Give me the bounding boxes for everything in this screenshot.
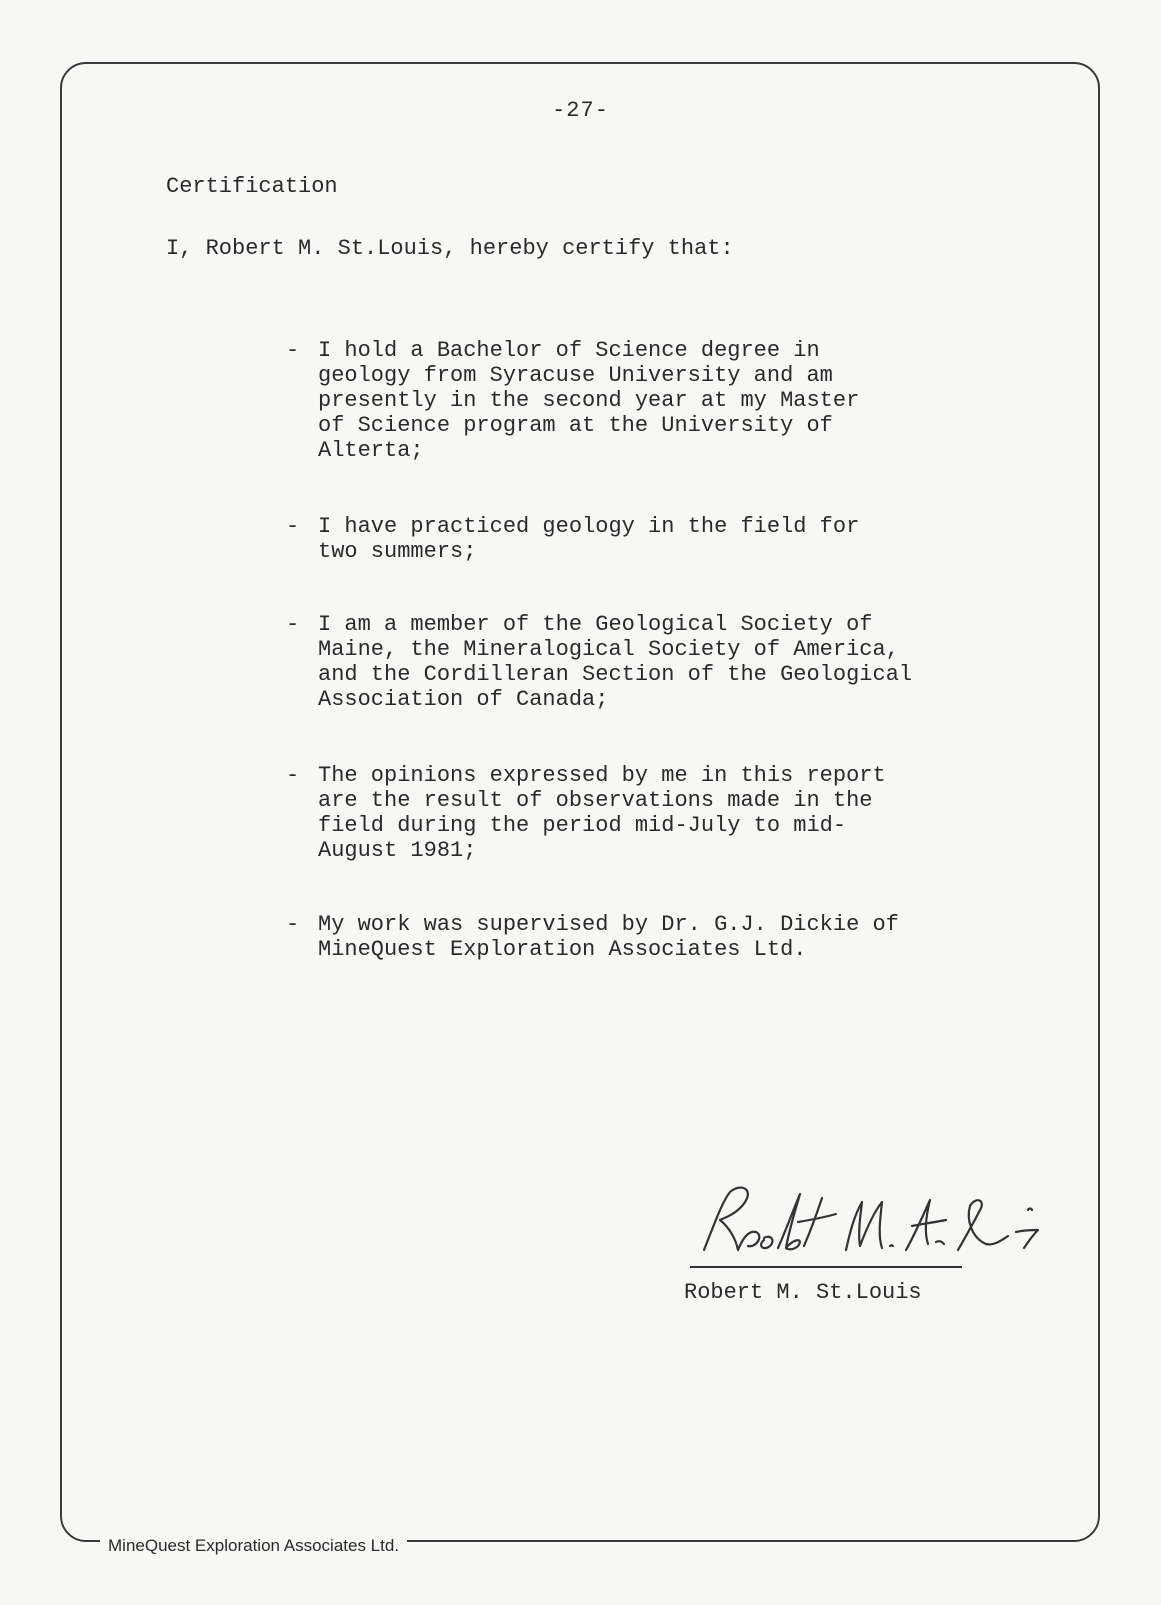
list-item (286, 763, 1006, 863)
signature-line (690, 1266, 962, 1268)
item-text-field-experience: I have practiced geology in the field for two summers; (318, 514, 860, 564)
list-item (286, 612, 1006, 712)
signature-block (684, 1180, 1050, 1305)
certification-intro: I, Robert M. St.Louis, hereby certify that: (166, 236, 734, 261)
signatory-name: Robert M. St.Louis (684, 1280, 922, 1305)
item-text-memberships: I am a member of the Geological Society of Maine, the Mineralogical Society of America, and the Cordilleran Section of the Geological Association of Canada; (318, 612, 913, 712)
item-dash: - (286, 514, 300, 539)
item-text-supervision: My work was supervised by Dr. G.J. Dickie of MineQuest Exploration Associates Ltd. (318, 912, 899, 962)
certification-heading: Certification (166, 174, 338, 199)
list-item (286, 338, 1006, 463)
page-footer (0, 1530, 1161, 1560)
item-dash: - (286, 338, 300, 363)
list-item (286, 912, 1006, 962)
item-text-opinions: The opinions expressed by me in this report are the result of observations made in the field during the period mid-July to mid- August 1981; (318, 763, 886, 863)
page-number: -27- (552, 98, 609, 123)
item-dash: - (286, 763, 300, 788)
handwritten-signature (690, 1180, 1050, 1265)
list-item (286, 514, 1006, 564)
item-dash: - (286, 612, 300, 637)
item-dash: - (286, 912, 300, 937)
item-text-degree: I hold a Bachelor of Science degree in geology from Syracuse University and am presently in the second year at my Master of Science program at the University of Alterta; (318, 338, 860, 463)
certification-items-list (286, 338, 1006, 962)
footer-company-name: MineQuest Exploration Associates Ltd. (100, 1536, 407, 1556)
